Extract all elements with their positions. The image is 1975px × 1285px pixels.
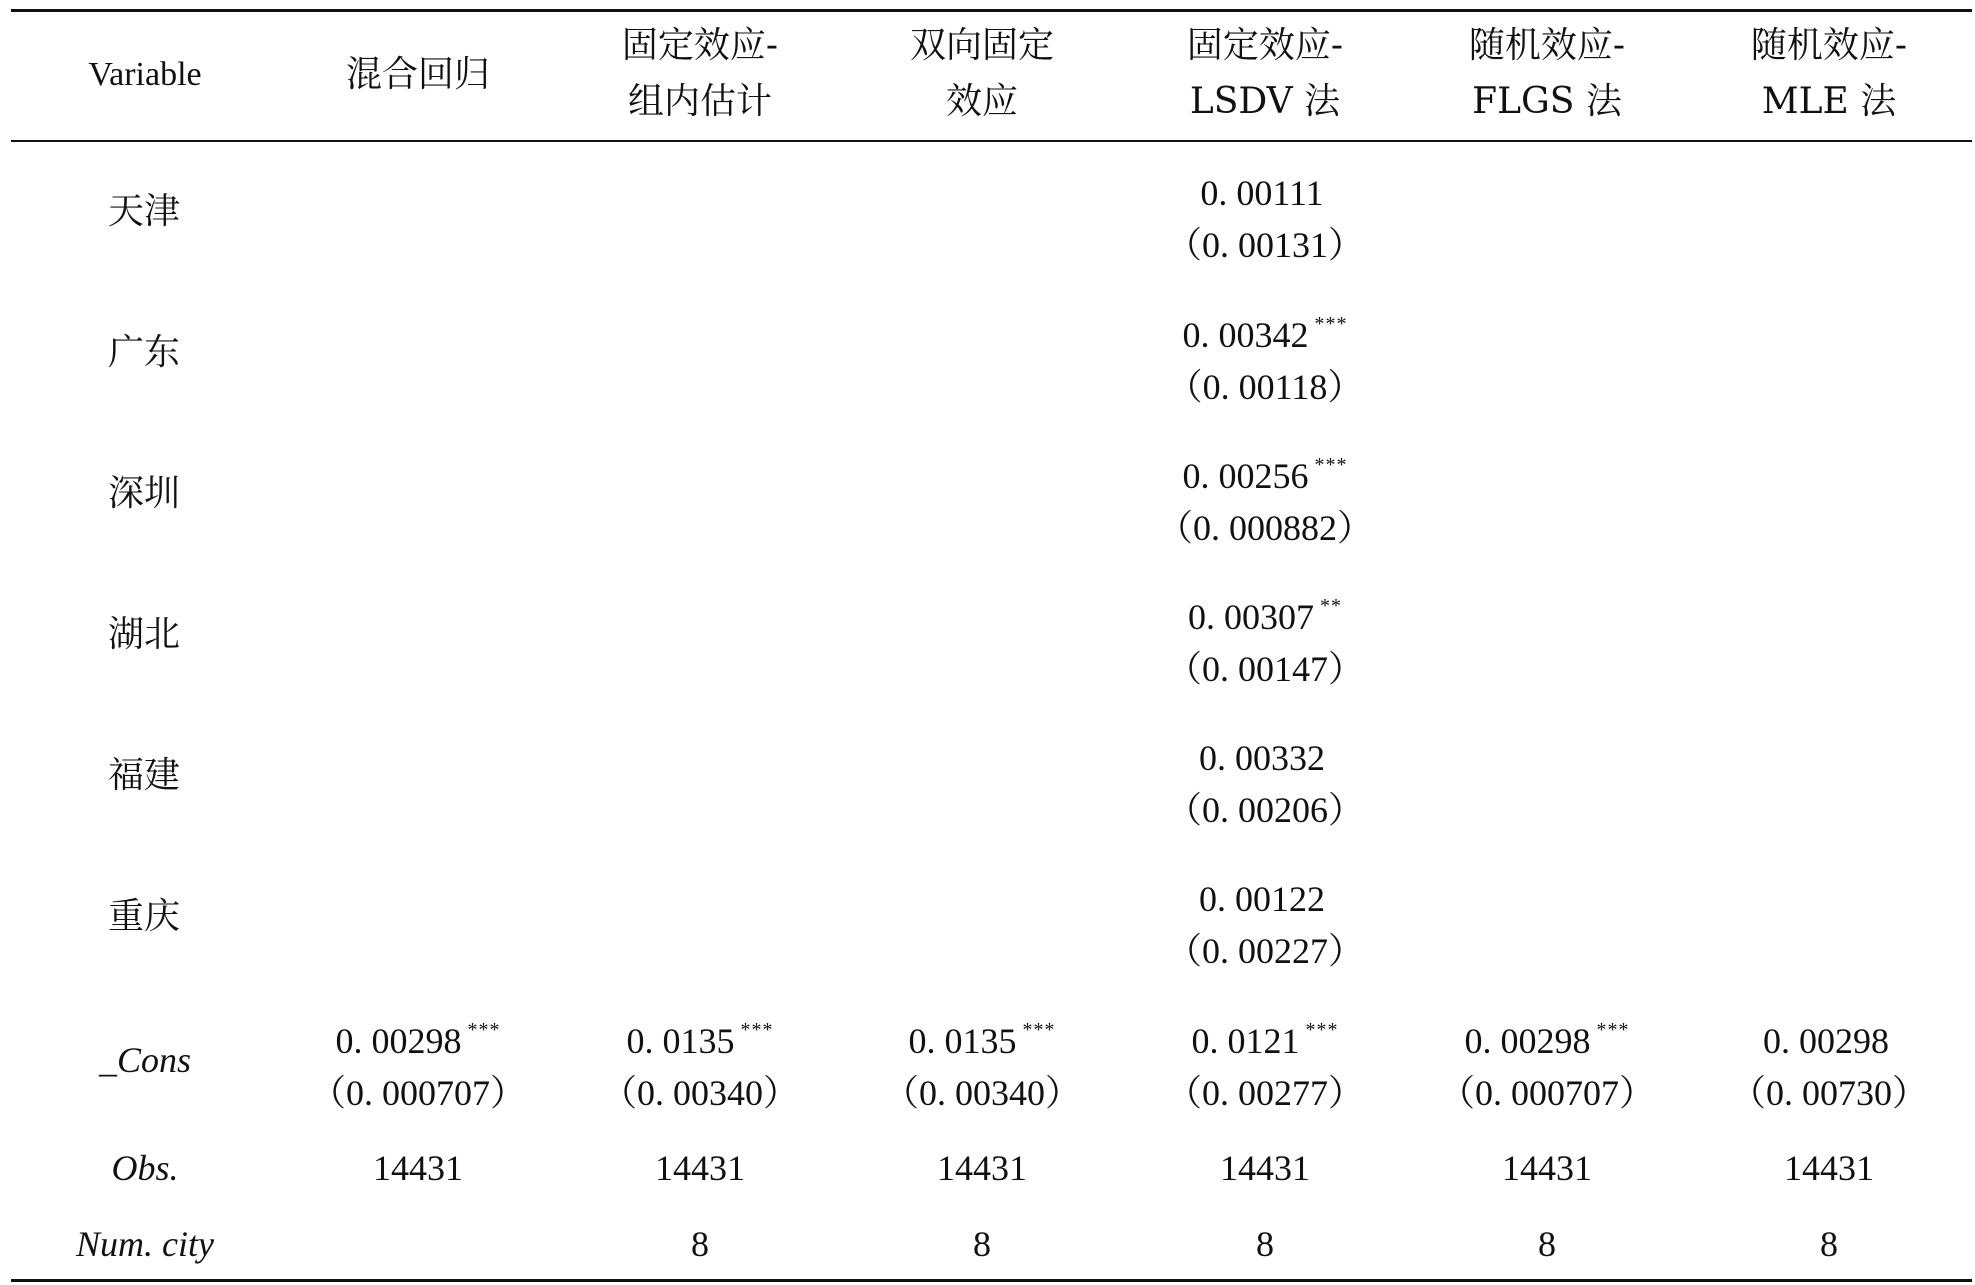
cons-cell-two-way [883,1008,1081,1119]
header-line: 双向固定 [909,25,1055,66]
coef-value: 0. 00298 [1464,1021,1591,1061]
obs-value: 14431 [1784,1148,1874,1188]
significance-stars: *** [1314,313,1348,335]
coef-cell-tianjin [1166,160,1364,271]
header-line: 随机效应- [1468,25,1626,66]
header-line: 固定效应- [1186,25,1344,66]
header-line: FLGS 法 [1472,81,1622,122]
coef-value: 0. 00307 [1187,597,1314,637]
standard-error: （0. 00147） [1165,649,1365,689]
coef-value: 0. 00298 [1762,1021,1889,1061]
coef-value: 0. 00342 [1182,315,1309,355]
significance-stars: *** [1305,1019,1339,1041]
header-rule [11,140,1972,142]
header-line: 随机效应- [1750,25,1908,66]
significance-stars: *** [467,1019,501,1041]
obs-value: 14431 [1502,1148,1592,1188]
row-label-hubei: 湖北 [108,614,181,655]
cons-cell-mle [1730,1008,1928,1119]
num-city-value: 8 [691,1224,709,1264]
coef-cell-chongqing [1166,866,1364,977]
significance-stars: *** [740,1019,774,1041]
header-line: LSDV 法 [1189,81,1341,122]
coef-cell-fujian [1166,725,1364,836]
coef-value: 0. 0121 [1191,1021,1300,1061]
num-city-value: 8 [1820,1224,1838,1264]
header-pooled-regression: 混合回归 [345,54,491,95]
cons-cell-fixed-within [601,1008,799,1119]
coef-cell-hubei [1166,584,1364,695]
header-fixed-within [622,18,778,130]
header-random-flgs [1469,18,1625,130]
coef-value: 0. 0135 [626,1021,735,1061]
cons-cell-flgs [1439,1008,1655,1119]
standard-error: （0. 00131） [1165,225,1365,265]
header-line: 固定效应- [621,25,779,66]
header-line: 组内估计 [627,81,773,122]
standard-error: （0. 000882） [1156,508,1374,548]
header-random-mle [1751,18,1907,130]
standard-error: （0. 00277） [1165,1073,1365,1113]
coef-cell-guangdong [1167,302,1364,413]
coef-value: 0. 0135 [908,1021,1017,1061]
cons-cell-lsdv [1166,1008,1364,1119]
coef-value: 0. 00122 [1198,879,1325,919]
coef-value: 0. 00256 [1182,456,1309,496]
row-label-tianjin: 天津 [108,191,181,232]
row-label-fujian: 福建 [108,755,181,796]
coef-value: 0. 00332 [1198,738,1325,778]
num-city-value: 8 [1538,1224,1556,1264]
coef-value: 0. 00298 [335,1021,462,1061]
top-rule [11,9,1972,12]
significance-stars: *** [1596,1019,1630,1041]
standard-error: （0. 00206） [1165,790,1365,830]
header-two-way-fixed [910,18,1054,130]
bottom-rule [11,1279,1972,1282]
standard-error: （0. 00227） [1165,931,1365,971]
standard-error: （0. 00118） [1166,367,1364,407]
significance-stars: *** [1022,1019,1056,1041]
obs-value: 14431 [937,1148,1027,1188]
row-label-num-city: Num. city [76,1224,214,1264]
num-city-value: 8 [1256,1224,1274,1264]
standard-error: （0. 00340） [882,1073,1082,1113]
significance-stars: ** [1319,595,1342,617]
standard-error: （0. 00730） [1729,1073,1929,1113]
obs-value: 14431 [373,1148,463,1188]
row-label-cons: _Cons [98,1040,192,1080]
row-label-chongqing: 重庆 [108,896,181,937]
row-label-guangdong: 广东 [108,332,181,373]
cons-cell-pooled [310,1008,526,1119]
standard-error: （0. 000707） [1438,1073,1656,1113]
row-label-shenzhen: 深圳 [108,473,181,514]
standard-error: （0. 00340） [600,1073,800,1113]
significance-stars: *** [1314,454,1348,476]
header-line: 效应 [945,81,1019,122]
header-variable: Variable [88,56,202,93]
coef-value: 0. 00111 [1200,173,1324,213]
obs-value: 14431 [1220,1148,1310,1188]
coef-cell-shenzhen [1157,443,1373,554]
row-label-obs: Obs. [111,1148,179,1188]
standard-error: （0. 000707） [309,1073,527,1113]
num-city-value: 8 [973,1224,991,1264]
obs-value: 14431 [655,1148,745,1188]
header-fixed-lsdv [1187,18,1343,130]
header-line: MLE 法 [1761,81,1897,122]
